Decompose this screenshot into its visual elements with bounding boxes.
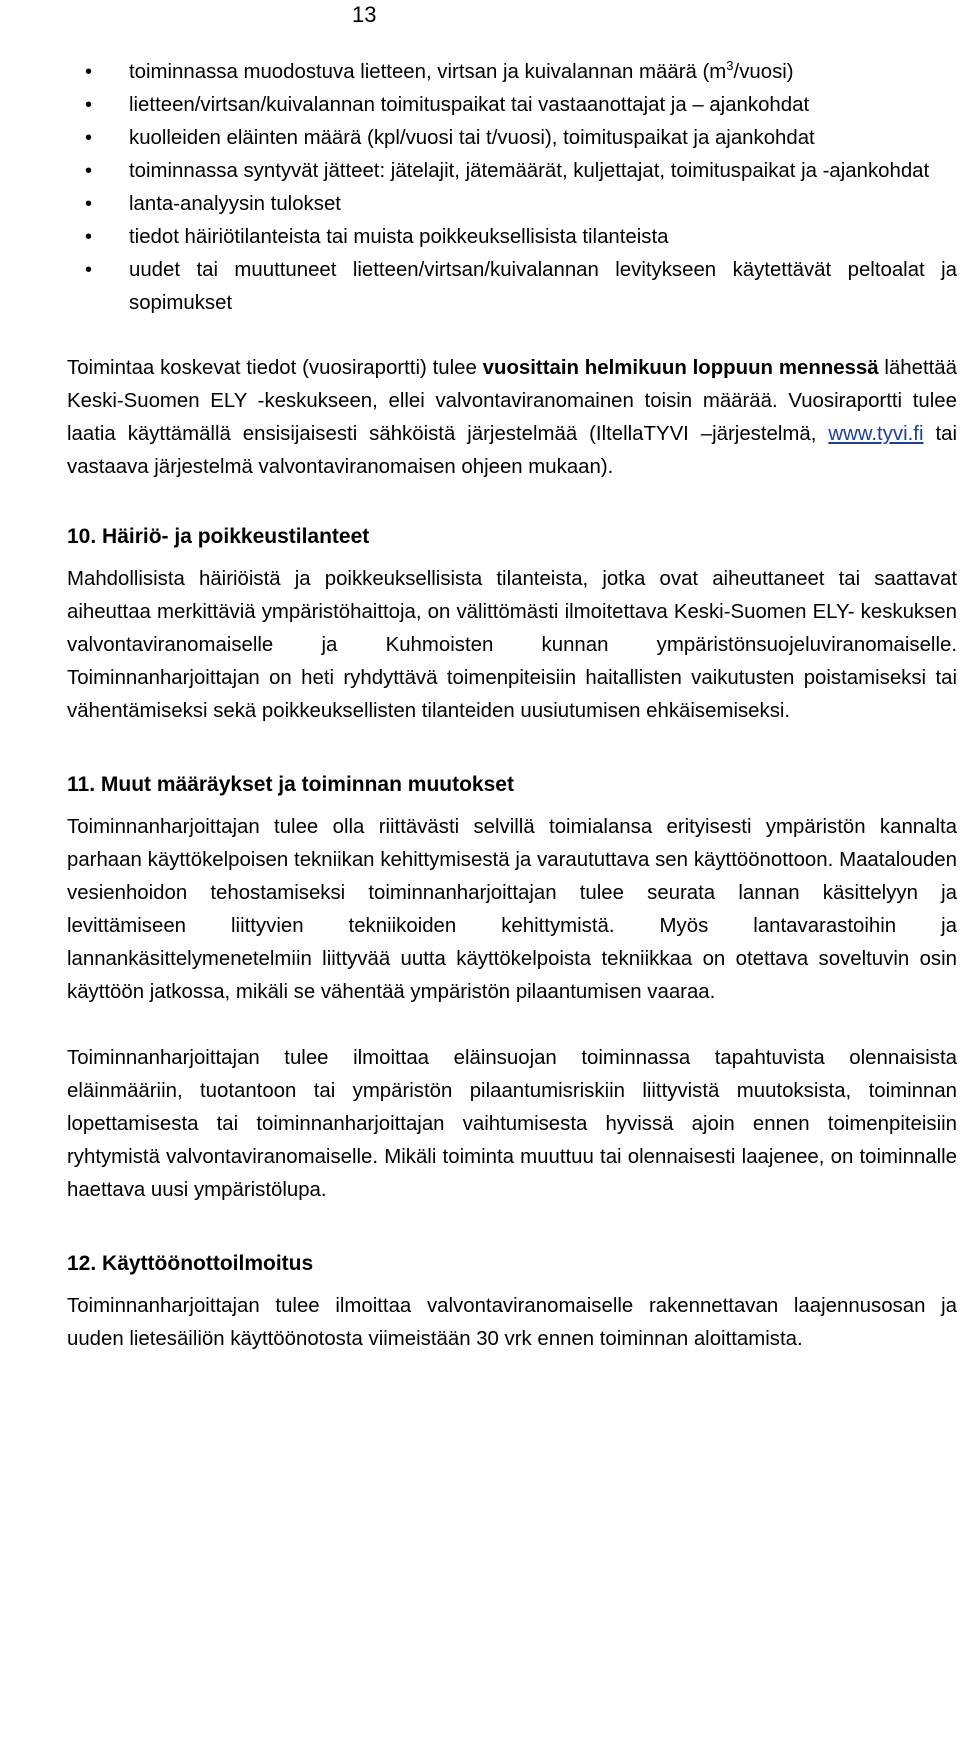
list-item: • uudet tai muuttuneet lietteen/virtsan/kuivalannan levitykseen käytettävät peltoalat ja sopimukset: [67, 254, 957, 320]
list-item: • kuolleiden eläinten määrä (kpl/vuosi tai t/vuosi), toimituspaikat ja ajankohdat: [67, 122, 957, 155]
list-item: • toiminnassa muodostuva lietteen, virtsan ja kuivalannan määrä $(m^3/vuosi)$: [67, 56, 957, 89]
section-11-paragraph: Toiminnanharjoittajan tulee ilmoittaa eläinsuojan toiminnassa tapahtuvista olennaisista eläinmääriin, tuotantoon tai ympäristön pilaantumisriskiin liittyvistä muutoksista, toiminnan lopettamisesta tai toiminnanharjoittajan vaihtumisesta hyvissä ajoin ennen toimenpiteisiin ryhtymistä valvontaviranomaiselle. Mikäli toiminta muuttuu tai olennaisesti laajenee, on toiminnalle haettava uusi ympäristölupa.: [67, 1047, 957, 1201]
section-heading-10: 10. Häiriö- ja poikkeustilanteet: [67, 525, 370, 548]
page-number: 13: [352, 2, 377, 27]
section-heading-11: 11. Muut määräykset ja toiminnan muutokset: [67, 773, 514, 796]
list-item: • tiedot häiriötilanteista tai muista poikkeuksellisista tilanteista: [67, 221, 957, 254]
list-item: • lietteen/virtsan/kuivalannan toimituspaikat tai vastaanottajat ja – ajankohdat: [67, 89, 957, 122]
annual-report-paragraph: Toimintaa koskevat tiedot (vuosiraportti) tulee vuosittain helmikuun loppuun mennessä lähettää Keski-Suomen ELY -keskukseen, ellei valvontaviranomainen toisin määrää. Vuosiraportti tulee laatia käyttämällä ensisijaisesti sähköistä järjestelmää (IltellaTYVI –järjestelmä, www.tyvi.fi tai vastaava järjestelmä valvontaviranomaisen ohjeen mukaan).: [67, 357, 957, 478]
deadline-emphasis: vuosittain helmikuun loppuun mennessä: [482, 357, 879, 379]
tyvi-link[interactable]: www.tyvi.fi: [828, 423, 924, 445]
section-12-paragraph: Toiminnanharjoittajan tulee ilmoittaa valvontaviranomaiselle rakennettavan laajennusosan ja uuden lietesäiliön käyttöönotosta viimeistään 30 vrk ennen toiminnan aloittamista.: [67, 1295, 957, 1350]
section-10-paragraph: Mahdollisista häiriöistä ja poikkeuksellisista tilanteista, jotka ovat aiheuttaneet tai saattavat aiheuttaa merkittäviä ympäristöhaittoja, on välittömästi ilmoitettava Keski-Suomen ELY- keskuksen valvontaviranomaiselle ja Kuhmoisten kunnan ympäristönsuojeluviranomaiselle. Toiminnanharjoittajan on heti ryhdyttävä toimenpiteisiin haitallisten vaikutusten poistamiseksi tai vähentämiseksi sekä poikkeuksellisten tilanteiden uusiutumisen ehkäisemiseksi.: [67, 568, 957, 722]
report-items-list: [67, 56, 957, 320]
document-body: [67, 56, 957, 1356]
list-item: • lanta-analyysin tulokset: [67, 188, 957, 221]
list-item: • toiminnassa syntyvät jätteet: jätelajit, jätemäärät, kuljettajat, toimituspaikat ja -ajankohdat: [67, 155, 957, 188]
section-11-paragraph: Toiminnanharjoittajan tulee olla riittävästi selvillä toimialansa erityisesti ympäristön kannalta parhaan käyttökelpoisen tekniikan kehittymisestä ja varaututtava sen käyttöönottoon. Maatalouden vesienhoidon tehostamiseksi toiminnanharjoittajan tulee seurata lannan käsittelyyn ja levittämiseen liittyvien tekniikoiden kehittymistä. Myös lantavarastoihin ja lannankäsittelymenetelmiin liittyvää uutta käyttökelpoista tekniikkaa on otettava soveltuvin osin käyttöön jatkossa, mikäli se vähentää ympäristön pilaantumisen vaaraa.: [67, 816, 957, 1003]
section-heading-12: 12. Käyttöönottoilmoitus: [67, 1252, 314, 1275]
